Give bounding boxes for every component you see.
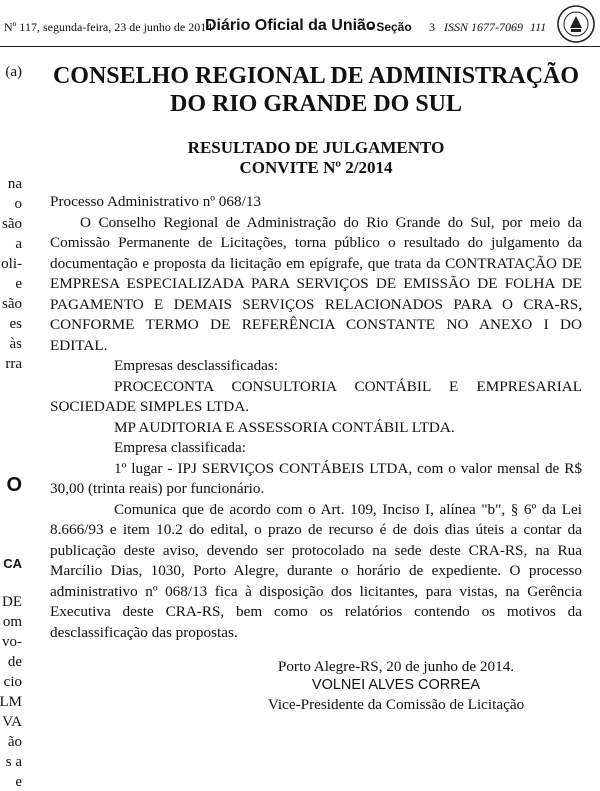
fragment-text: oli- <box>1 256 22 272</box>
page-header <box>0 0 600 50</box>
fragment-text: vo- <box>2 634 22 650</box>
notice-heading <box>50 138 582 178</box>
notice <box>50 62 582 714</box>
fragment-text: (a) <box>5 64 22 80</box>
fragment-text: são <box>2 216 22 232</box>
fragment-text: o <box>14 196 22 212</box>
header-rule <box>0 46 600 47</box>
fragment-text: O <box>6 474 22 496</box>
fragment-text: e <box>15 276 22 292</box>
fragment-text: na <box>7 176 22 192</box>
fragment-text: são <box>2 296 22 312</box>
organization-name <box>50 62 582 118</box>
classified-label: Empresa classificada: <box>114 439 246 456</box>
organization-line: DO RIO GRANDE DO SUL <box>169 91 463 117</box>
fragment-text: CA <box>3 556 22 571</box>
organization-line: CONSELHO REGIONAL DE ADMINISTRAÇÃO <box>52 63 580 89</box>
signatory-name: VOLNEI ALVES CORREA <box>311 677 481 693</box>
classified-company: 1º lugar - IPJ SERVIÇOS CONTÁBEIS LTDA, com o valor mensal de R$ 30,00 (trinta reais) por funcionário. <box>50 459 582 497</box>
fragment-text: ão <box>7 734 22 750</box>
process-number: Processo Administrativo nº 068/13 <box>50 193 262 210</box>
fragment-text: s a <box>5 754 22 770</box>
fragment-text: es <box>9 316 22 332</box>
signatory-role: Vice-Presidente da Comissão de Licitação <box>267 696 525 713</box>
heading-line: RESULTADO DE JULGAMENTO <box>187 138 445 157</box>
fragment-text: rra <box>5 356 22 372</box>
national-press-seal-icon <box>556 4 596 44</box>
disqualified-company: PROCECONTA CONSULTORIA CONTÁBIL E EMPRESARIAL SOCIEDADE SIMPLES LTDA. <box>50 377 582 415</box>
disqualified-company: MP AUDITORIA E ASSESSORIA CONTÁBIL LTDA. <box>114 418 455 436</box>
fragment-text: LM <box>0 694 22 710</box>
issue-line: Nº 117, segunda-feira, 23 de junho de 2014 <box>4 20 213 34</box>
fragment-text: a <box>15 236 22 252</box>
appeal-paragraph: Comunica que de acordo com o Art. 109, Inciso I, alínea "b", § 6º da Lei 8.666/93 e item 10.2 do edital, o prazo de recurso é de dois dias úteis a contar da publicação deste aviso, devendo ser protocolado na sede deste CRA-RS, na Rua Marcílio Dias, 1030, Porto Alegre, durante o horário de expediente. O processo administrativo nº 068/13 fica à disposição dos licitantes, para vistas, na Gerência Executiva deste CRA-RS, bem como os relatórios contendo os motivos da desclassificação das propostas. <box>50 500 582 641</box>
fragment-text: de <box>7 654 22 670</box>
fragment-text: om <box>2 614 22 630</box>
disqualified-label: Empresas desclassificadas: <box>114 357 279 374</box>
body-paragraph: O Conselho Regional de Administração do Rio Grande do Sul, por meio da Comissão Permanente de Licitações, torna público o resultado do julgamento da documentação e proposta da licitação em epígrafe, que trata da CONTRATAÇÃO DE EMPRESA ESPECIALIZADA PARA SERVIÇOS DE EMISSÃO DE FOLHA DE PAGAMENTO E DEMAIS SERVIÇOS RELACIONADOS PARA O CRA-RS, CONFORME TERMO DE REFERÊNCIA CONSTANTE NO ANEXO I DO EDITAL. <box>50 213 582 354</box>
fragment-text: VA <box>2 714 22 730</box>
fragment-text: cio <box>3 674 22 690</box>
previous-column-fragment <box>0 60 24 790</box>
heading-line: CONVITE Nº 2/2014 <box>239 158 393 177</box>
signature-block <box>210 657 582 714</box>
fragment-text: e <box>15 774 22 790</box>
fragment-text: às <box>9 336 22 352</box>
section-number: 3 <box>429 20 435 34</box>
place-date: Porto Alegre-RS, 20 de junho de 2014. <box>277 658 515 675</box>
gazette-title: Diário Oficial da União <box>205 17 376 34</box>
fragment-text: DE <box>2 594 22 610</box>
section-label: - Seção <box>369 20 412 34</box>
issn: ISSN 1677-7069 <box>444 20 523 34</box>
page-number: 111 <box>530 20 547 34</box>
